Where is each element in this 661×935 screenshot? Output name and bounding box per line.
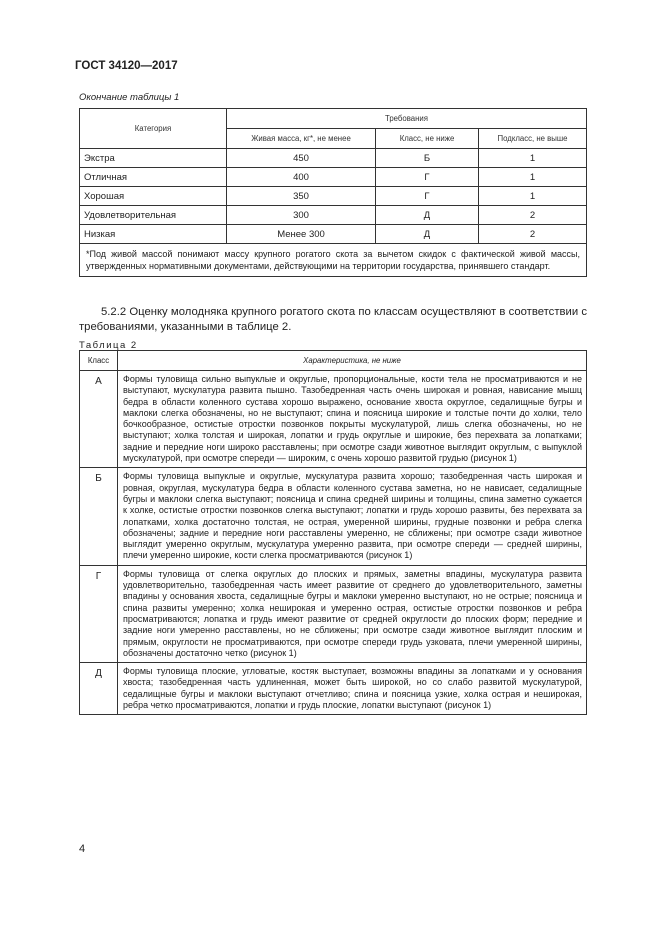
table1-row — [80, 168, 587, 187]
table1-row — [80, 149, 587, 168]
table2-header-characteristic: Характеристика, не ниже — [118, 351, 587, 371]
table1-cell-subclass: 2 — [479, 225, 587, 244]
table2-row — [80, 663, 587, 715]
section-paragraph: 5.2.2 Оценку молодняка крупного рогатого скота по классам осуществляют в соответствии с требованиями, указанными в таблице 2. — [79, 306, 587, 333]
table1-footnote: *Под живой массой понимают массу крупного рогатого скота за вычетом скидок с фактической живой массы, утвержденных нормативными документами, действующими на территории государства, принявшего стандарт. — [80, 244, 587, 277]
table1-cell-subclass: 1 — [479, 187, 587, 206]
table2-row — [80, 371, 587, 468]
table1-cell-subclass: 2 — [479, 206, 587, 225]
table2-caption: Таблица 2 — [79, 340, 138, 351]
table1-cell-mass: Менее 300 — [227, 225, 376, 244]
table1 — [79, 108, 587, 277]
table1-cell-category: Хорошая — [80, 187, 227, 206]
table1-cell-mass: 350 — [227, 187, 376, 206]
table1-row — [80, 225, 587, 244]
table1-header-subclass: Подкласс, не выше — [479, 129, 587, 149]
table1-header-class: Класс, не ниже — [376, 129, 479, 149]
table1-cell-class: Г — [376, 168, 479, 187]
table1-cell-category: Низкая — [80, 225, 227, 244]
table2-row — [80, 565, 587, 662]
page-number: 4 — [79, 843, 86, 855]
table2-cell-class: А — [80, 371, 118, 468]
table2-cell-class: Г — [80, 565, 118, 662]
table2-cell-text: Формы туловища сильно выпуклые и округлые, пропорциональные, кости тела не просматриваются и не выступают, мускулатура развита пышно. Тазобедренная часть очень широкая и ровная, нависание мышц бедра в области коленного сустава хорошо выражено, основание хвоста округлое, седалищные бугры и маклоки слегка обозначены, но не выступают; спина и поясница широкие и толстые почти до холки, тело бочкообразное, остистые отростки позвонков покрыты мускулатурой, лишь слегка обозначены, но не выступают; холка толстая и широкая, лопатки и грудь округлые и широкие, без перехвата за лопатками; задние и передние ноги широко расставлены; при осмотре сзади животное выглядит округлым, с выпуклой мускулатурой, при осмотре спереди — широким, с очень хорошо развитой грудью (рисунок 1) — [118, 371, 587, 468]
table1-cell-class: Д — [376, 225, 479, 244]
table1-cell-class: Д — [376, 206, 479, 225]
document-title: ГОСТ 34120—2017 — [75, 60, 178, 72]
table2-cell-text: Формы туловища от слегка округлых до плоских и прямых, заметны впадины, мускулатура развита удовлетворительно, тазобедренная часть имеет развитие от среднего до удовлетворительного, заметны впадины у основания хвоста, седалищные бугры и маклоки умеренно выступают, но не острые; поясница и спина развиты умеренно; холка неширокая и умеренно острая, остистые отростки позвонков и ребра просматриваются; лопатка и грудь имеют развитие от средней округлости до плоских форм; передние и задние ноги умеренно расставлены, но не сближены; при осмотре сзади животное выглядит плоским и прямым, округлости не просматриваются, при осмотре спереди грудь узковата, плечи умеренной ширины, обозначены достаточно четко (рисунок 1) — [118, 565, 587, 662]
table1-cell-category: Отличная — [80, 168, 227, 187]
table1-cell-mass: 450 — [227, 149, 376, 168]
table1-cell-class: Б — [376, 149, 479, 168]
table2-cell-class: Д — [80, 663, 118, 715]
table2-cell-text: Формы туловища плоские, угловатые, костяк выступает, возможны впадины за лопатками и у основания хвоста; тазобедренная часть удлиненная, может быть широкой, но со слабо развитой мускулатурой, седалищные бугры и маклоки выступают отчетливо; спина и поясница узкие, холка острая и неширокая, ребра четко просматриваются, лопатки и грудь плоские, лопатки выступают (рисунок 1) — [118, 663, 587, 715]
table1-row — [80, 206, 587, 225]
table1-cell-class: Г — [376, 187, 479, 206]
table1-header-category: Категория — [80, 109, 227, 149]
table1-cell-category: Экстра — [80, 149, 227, 168]
table1-row — [80, 187, 587, 206]
table2-header-class: Класс — [80, 351, 118, 371]
table2 — [79, 350, 587, 715]
table1-cell-subclass: 1 — [479, 168, 587, 187]
table2-cell-text: Формы туловища выпуклые и округлые, мускулатура развита хорошо; тазобедренная часть широкая и ровная, округлая, мускулатура бедра в области коленного сустава заметна, но не нависает, седалищные бугры и маклоки слегка выступают; поясница и спина средней ширины и толщины, спина заметно сужается к холке, остистые отростки позвонков слегка выступают; лопатки и грудь хорошо развиты, без перехвата за лопатками, холка достаточно толстая, не острая, умеренной ширины, грудные позвонки и ребра слегка обозначены; задние и передние ноги расставлены умеренно, не сближены; при осмотре сзади животное выглядит умеренно округлым, мускулатура умеренно развита, при осмотре спереди — средней ширины, плечи умеренно широкие, кости слегка просматриваются (рисунок 1) — [118, 468, 587, 565]
table1-cell-mass: 300 — [227, 206, 376, 225]
table2-row — [80, 468, 587, 565]
table1-caption: Окончание таблицы 1 — [79, 92, 180, 103]
table2-cell-class: Б — [80, 468, 118, 565]
table1-cell-mass: 400 — [227, 168, 376, 187]
table1-header-mass: Живая масса, кг*, не менее — [227, 129, 376, 149]
table1-header-requirements: Требования — [227, 109, 587, 129]
table1-cell-subclass: 1 — [479, 149, 587, 168]
table1-cell-category: Удовлетворительная — [80, 206, 227, 225]
